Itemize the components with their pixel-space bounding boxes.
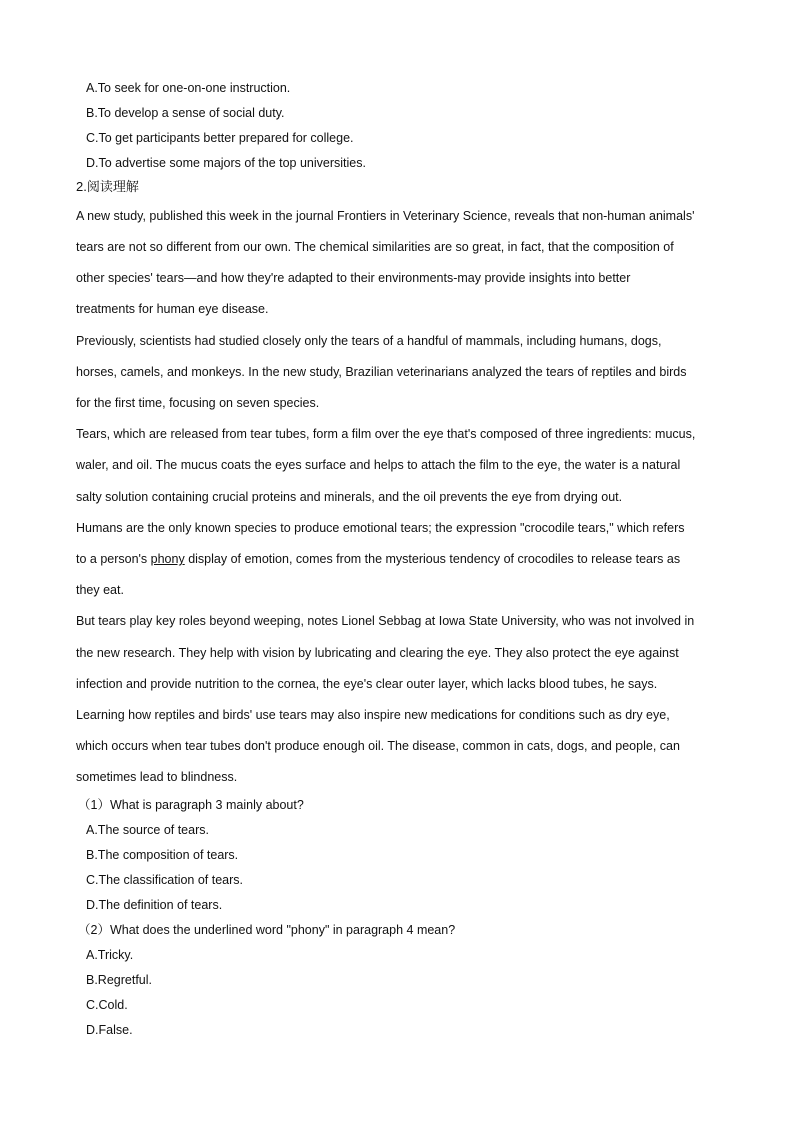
underlined-word-phony: phony bbox=[150, 552, 185, 566]
passage-line-with-underline bbox=[76, 551, 680, 567]
prev-option-b: B.To develop a sense of social duty. bbox=[86, 106, 285, 120]
passage-line: horses, camels, and monkeys. In the new study, Brazilian veterinarians analyzed the tears of reptiles and birds bbox=[76, 365, 687, 379]
passage-line: tears are not so different from our own. The chemical similarities are so great, in fact, that the composition of bbox=[76, 240, 674, 254]
passage-line: salty solution containing crucial proteins and minerals, and the oil prevents the eye from drying out. bbox=[76, 490, 623, 504]
passage-line: the new research. They help with vision by lubricating and clearing the eye. They also protect the eye against bbox=[76, 646, 679, 660]
passage-line: sometimes lead to blindness. bbox=[76, 770, 238, 784]
question-2-stem: （2）What does the underlined word "phony" in paragraph 4 mean? bbox=[78, 923, 456, 937]
passage-line: they eat. bbox=[76, 583, 124, 597]
q2-option-d: D.False. bbox=[86, 1023, 133, 1037]
passage-line: But tears play key roles beyond weeping, notes Lionel Sebbag at Iowa State University, who was not involved in bbox=[76, 614, 695, 628]
q2-option-b: B.Regretful. bbox=[86, 973, 153, 987]
passage-line: other species' tears—and how they're adapted to their environments-may provide insights into better bbox=[76, 271, 631, 285]
passage-line: A new study, published this week in the journal Frontiers in Veterinary Science, reveals that non-human animals' bbox=[76, 209, 695, 223]
section-heading: 2.阅读理解 bbox=[76, 179, 139, 194]
passage-line: infection and provide nutrition to the cornea, the eye's clear outer layer, which lacks blood tubes, he says. bbox=[76, 677, 658, 691]
q2-option-c: C.Cold. bbox=[86, 998, 128, 1012]
q1-option-a: A.The source of tears. bbox=[86, 823, 209, 837]
question-1-stem: （1）What is paragraph 3 mainly about? bbox=[78, 798, 304, 812]
passage-line: Tears, which are released from tear tubes, form a film over the eye that's composed of three ingredients: mucus, bbox=[76, 427, 696, 441]
passage-line: which occurs when tear tubes don't produce enough oil. The disease, common in cats, dogs, and people, can bbox=[76, 739, 680, 753]
q1-option-d: D.The definition of tears. bbox=[86, 898, 223, 912]
passage-text: to a person's bbox=[76, 552, 151, 566]
passage-line: waler, and oil. The mucus coats the eyes surface and helps to attach the film to the eye, the water is a natural bbox=[76, 458, 681, 472]
passage-text: display of emotion, comes from the mysterious tendency of crocodiles to release tears as bbox=[184, 552, 681, 566]
passage-line: Humans are the only known species to produce emotional tears; the expression "crocodile tears," which refers bbox=[76, 521, 685, 535]
q1-option-b: B.The composition of tears. bbox=[86, 848, 239, 862]
passage-line: for the first time, focusing on seven species. bbox=[76, 396, 320, 410]
q2-option-a: A.Tricky. bbox=[86, 948, 134, 962]
passage-line: Learning how reptiles and birds' use tears may also inspire new medications for conditions such as dry eye, bbox=[76, 708, 670, 722]
q1-option-c: C.The classification of tears. bbox=[86, 873, 244, 887]
prev-option-a: A.To seek for one-on-one instruction. bbox=[86, 81, 291, 95]
prev-option-d: D.To advertise some majors of the top universities. bbox=[86, 156, 366, 170]
passage-line: treatments for human eye disease. bbox=[76, 302, 269, 316]
prev-option-c: C.To get participants better prepared for college. bbox=[86, 131, 354, 145]
passage-line: Previously, scientists had studied closely only the tears of a handful of mammals, including humans, dogs, bbox=[76, 334, 662, 348]
